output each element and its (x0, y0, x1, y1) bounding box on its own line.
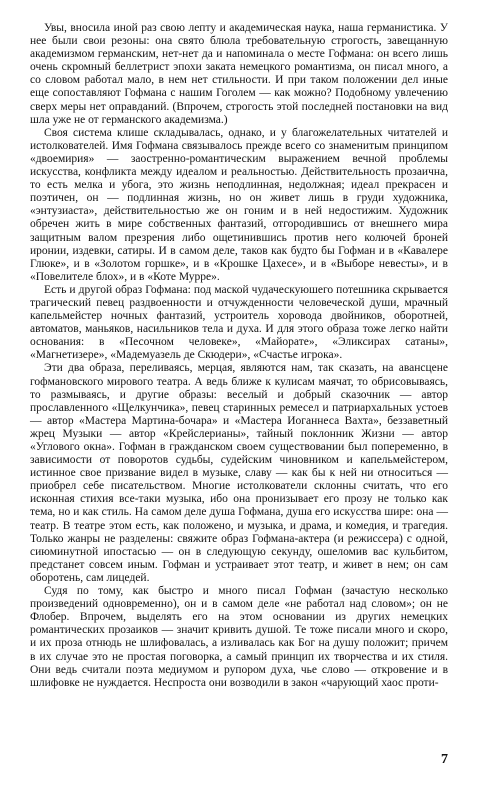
page-number: 7 (441, 752, 448, 767)
paragraph: Судя по тому, как быстро и много писал Гофман (зачастую несколько произведений одновременно), он и в самом деле «не работал над словом»; он не Флобер. Впрочем, выделять его на этом основании из других немецких романтических прозаиков — значит кривить душой. Те тоже писали много и скоро, и их проза отнюдь не шлифовалась, а изливалась как Бог на душу положит; причем в их случае это не простая поговорка, а самый принцип их творчества и их стиля. Они ведь считали поэта медиумом и рупором духа, чье слово — откровение и в шлифовке не нуждается. Неспроста они возводили в закон «чарующий хаос проти- (30, 585, 448, 689)
paragraph: Эти два образа, переливаясь, мерцая, являются нам, так сказать, на авансцене гофмановского мирового театра. А ведь ближе к кулисам маячат, то обрисовываясь, то размываясь, и другие образы: веселый и добрый сказочник — автор прославленного «Щелкунчика», певец старинных ремесел и патриархальных устоев — автор «Мастера Мартина-бочара» и «Мастера Иоганнеса Вахта», беззаветный жрец Музыки — автор «Крейслерианы», тайный поклонник Жизни — автор «Углового окна». Гофман в гражданском своем существовании был попеременно, в зависимости от поворотов судьбы, судейским чиновником и капельмейстером, истинное свое призвание видел в музыке, славу — как бы к ней ни относиться — приобрел себе писательством. Многие истолкователи склонны считать, что его исконная стихия все-таки музыка, ибо она пронизывает его прозу не только как тема, но и как стиль. На самом деле душа Гофмана, душа его искусства шире: она — театр. В театре этом есть, как положено, и музыка, и драма, и комедия, и трагедия. Только жанры не разделены: свяжите образ Гофмана-актера (и режиссера) с одной, сиюминутной ипостасью — он в следующую секунду, ошеломив вас кульбитом, предстанет совсем иным. Гофман и устраивает этот театр, и живет в нем; он сам оборотень, сам лицедей. (30, 362, 448, 584)
paragraph: Увы, вносила иной раз свою лепту и академическая наука, наша германистика. У нее были свои резоны: она свято блюла требовательную строгость, завещанную академизмом германским, нет-нет да и напоминала о месте Гофмана: он всего лишь очень скромный беллетрист эпохи заката немецкого романтизма, он писал много, а со словом работал мало, в нем нет стильности. И при таком положении дел иные еще сопоставляют Гофмана с нашим Гоголем — как можно? Подобному увлечению сверх меры нет оправданий. (Впрочем, строгость этой последней постановки на вид шла уже не от германского академизма.) (30, 22, 448, 126)
paragraph: Есть и другой образ Гофмана: под маской чудаческуюшего потешника скрывается трагический певец раздвоенности и отчужденности человеческой души, мрачный капельмейстер ночных фантазий, устроитель хоровода двойников, оборотней, автоматов, маньяков, насильников тела и духа. И для этого образа тоже легко найти основания: в «Песочном человеке», «Майорате», «Эликсирах сатаны», «Магнетизере», «Мадемуазель де Скюдери», «Счастье игрока». (30, 283, 448, 362)
text-column (30, 22, 448, 690)
paragraph: Своя система клише складывалась, однако, и у благожелательных читателей и истолкователей. Имя Гофмана связывалось прежде всего со знаменитым принципом «двоемирия» — заостренно-романтическим выражением вечной проблемы искусства, конфликта между идеалом и реальностью. Действительность прозаична, то есть мелка и убога, это жизнь неподлинная, недолжная; идеал прекрасен и поэтичен, он — подлинная жизнь, но он живет лишь в груди художника, «энтузиаста», действительностью же он гоним и в ней недостижим. Художник обречен жить в мире собственных фантазий, отгородившись от внешнего мира защитным валом презрения либо ощетинившись против него колючей броней иронии, издевки, сатиры. И в самом деле, таков как будто бы Гофман и в «Кавалере Глюке», и в «Золотом горшке», и в «Крошке Цахесе», и в «Выборе невесты», и в «Повелителе блох», и в «Коте Мурре». (30, 126, 448, 283)
